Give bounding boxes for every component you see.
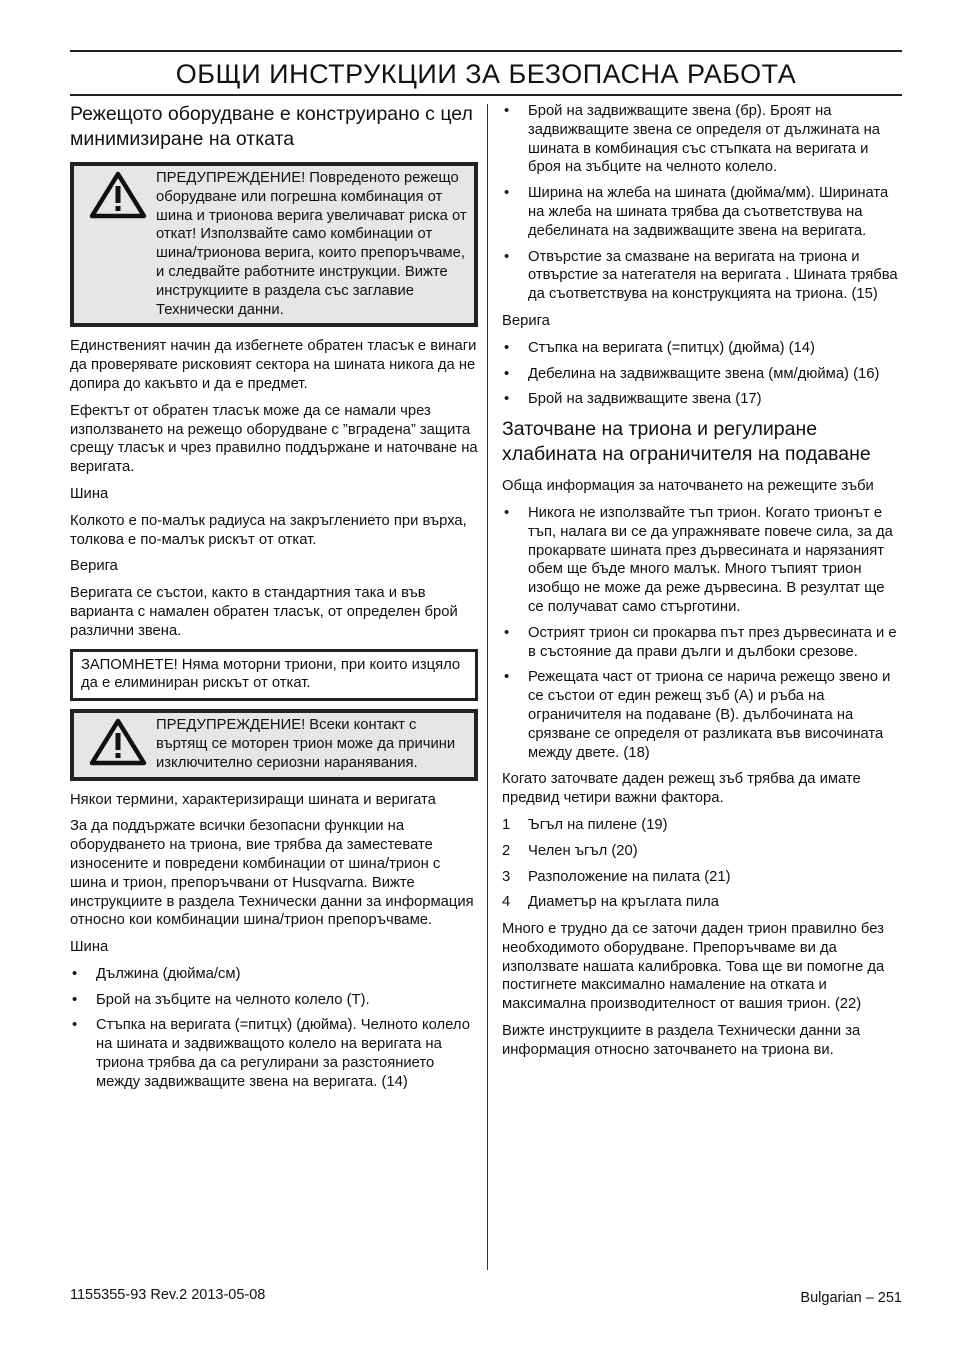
paragraph: Когато заточвате даден режещ зъб трябва да имате предвид четири важни фактора. bbox=[502, 771, 861, 807]
right-column bbox=[502, 102, 902, 1068]
paragraph: Много е трудно да се заточи даден трион правилно без необходимото оборудване. Препоръчваме ви да използвате нашата калибровка. Това ще ви помогне да постигнете максимално намаление на отката и максимална производителност от вашия трион. (22) bbox=[502, 921, 885, 1013]
chain-terms-list bbox=[502, 339, 902, 409]
subheading-bar: Шина bbox=[70, 485, 109, 502]
bar-terms-list bbox=[70, 965, 478, 1092]
list-item: • Брой на задвижващите звена (17) bbox=[502, 390, 902, 409]
subheading-bar: Шина bbox=[70, 939, 109, 956]
warning-box-contact bbox=[70, 709, 478, 780]
left-column bbox=[70, 102, 478, 1100]
list-item: 4 Диаметър на кръглата пила bbox=[502, 894, 719, 911]
list-item: • Дебелина на задвижващите звена (мм/дюйма) (16) bbox=[502, 365, 902, 384]
paragraph: За да поддържате всички безопасни функции на оборудването на триона, вие трябва да заместевате износените и повредени комбинации от шина/трион с шина и трион, препоръчвани от Husqvarna. Вижте инструкциите в раздела Технически данни за информация относно кои комбинации шина/трион препоръчваме. bbox=[70, 818, 474, 929]
list-item: 1 Ъгъл на пилене (19) bbox=[502, 816, 668, 833]
subheading-chain: Верига bbox=[502, 312, 550, 329]
warning-text: ПРЕДУПРЕЖДЕНИЕ! Всеки контакт с въртящ се моторен трион може да причини изключително сериозни наранявания. bbox=[156, 717, 456, 771]
paragraph: Някои термини, характеризиращи шината и веригата bbox=[70, 791, 436, 808]
section-heading-sharpening: Заточване на триона и регулиране хлабината на ограничителя на подаване bbox=[502, 418, 871, 465]
list-item: • Стъпка на веригата (=питцх) (дюйма) (14) bbox=[502, 339, 902, 358]
document-number: 1155355-93 Rev.2 2013-05-08 bbox=[70, 1287, 266, 1303]
column-divider bbox=[487, 104, 488, 1270]
note-box: ЗАПОМНЕТЕ! Няма моторни триони, при които изцяло да е елиминиран рискът от откат. bbox=[70, 649, 478, 702]
list-item: • Ширина на жлеба на шината (дюйма/мм). Ширината на жлеба на шината трябва да съответствува на дебелината на задвижващите звена на веригата. bbox=[502, 184, 902, 240]
page-title: ОБЩИ ИНСТРУКЦИИ ЗА БЕЗОПАСНА РАБОТА bbox=[175, 59, 797, 89]
list-item: • Режещата част от триона се нарича режещо звено и се състои от един режещ зъб (A) и ръба на ограничителя на подаване (B). дълбочината на срязване се определя от разликата във височината между двете. (18) bbox=[502, 668, 902, 762]
list-item: • Отвърстие за смазване на веригата на триона и отвърстие за натегателя на веригата . Шината трябва да съответствува на конструкцията на триона. (15) bbox=[502, 248, 902, 304]
list-item: 2 Челен ъгъл (20) bbox=[502, 842, 638, 859]
sharpening-list bbox=[502, 504, 902, 762]
paragraph: Веригата се състои, както в стандартния така и във варианта с намален обратен тласък, от определен брой различни звена. bbox=[70, 585, 458, 639]
list-item: • Брой на зъбците на челното колело (T). bbox=[70, 991, 478, 1010]
paragraph: Вижте инструкциите в раздела Технически данни за информация относно заточването на триона ви. bbox=[502, 1023, 861, 1058]
list-item: • Острият трион си прокарва път през дървесината и е в състояние да прави дълги и дълбоки срезове. bbox=[502, 624, 902, 662]
header-rule-top bbox=[70, 50, 902, 52]
warning-box-cutting-equipment bbox=[70, 162, 478, 327]
paragraph: Колкото е по-малък радиуса на закръглението при върха, толкова е по-малък рискът от откат. bbox=[70, 512, 467, 548]
subheading-chain: Верига bbox=[70, 558, 118, 575]
list-item: • Брой на задвижващите звена (бр). Броят на задвижващите звена се определя от дължината на шината в комбинация със стъпката на веригата и броя на зъбците на челното колело. bbox=[502, 102, 902, 177]
factors-list bbox=[502, 816, 902, 912]
list-item: • Стъпка на веригата (=питцх) (дюйма). Челното колело на шината и задвижващото колело на веригата на триона трябва да са регулирани за разстоянието между задвижващите звена на веригата. (14) bbox=[70, 1016, 478, 1091]
list-item: • Дължина (дюйма/см) bbox=[70, 965, 478, 984]
warning-triangle-icon bbox=[80, 169, 156, 319]
header-rule-bottom bbox=[70, 94, 902, 96]
list-item: 3 Разположение на пилата (21) bbox=[502, 868, 731, 885]
warning-text: ПРЕДУПРЕЖДЕНИЕ! Повреденото режещо оборудване или погрешна комбинация от шина и трионова верига увеличават риска от откат! Използвайте само комбинации от шина/трионова верига, които препоръчваме, и следвайте работните инструкции. Вижте инструкциите в раздела със заглавие Технически данни. bbox=[156, 170, 467, 318]
list-item: • Никога не използвайте тъп трион. Когато трионът е тъп, налага ви се да упражнявате повече сила, за да прокарвате шината през дървесината и нарязаният обем ще бъде много малък. Много тъпият трион изобщо не може да реже дървесина. В резултат ще се получават само стърготини. bbox=[502, 504, 902, 617]
warning-triangle-icon bbox=[80, 716, 156, 772]
bar-terms-list-continued bbox=[502, 102, 902, 304]
paragraph: Ефектът от обратен тласък може да се намали чрез използването на режещо оборудване с ”вградена” защита срещу тласък и чрез правилно поддържане и наточване на веригата. bbox=[70, 402, 478, 476]
paragraph: Обща информация за наточването на режещите зъби bbox=[502, 478, 874, 495]
page-number: Bulgarian – 251 bbox=[800, 1290, 902, 1306]
paragraph: Единственият начин да избегнете обратен тласък е винаги да проверявате рисковият сектора на шината никога да не допира до какъвто и да е предмет. bbox=[70, 338, 477, 392]
section-heading-kickback: Режещото оборудване е конструирано с цел минимизиране на отката bbox=[70, 103, 473, 150]
